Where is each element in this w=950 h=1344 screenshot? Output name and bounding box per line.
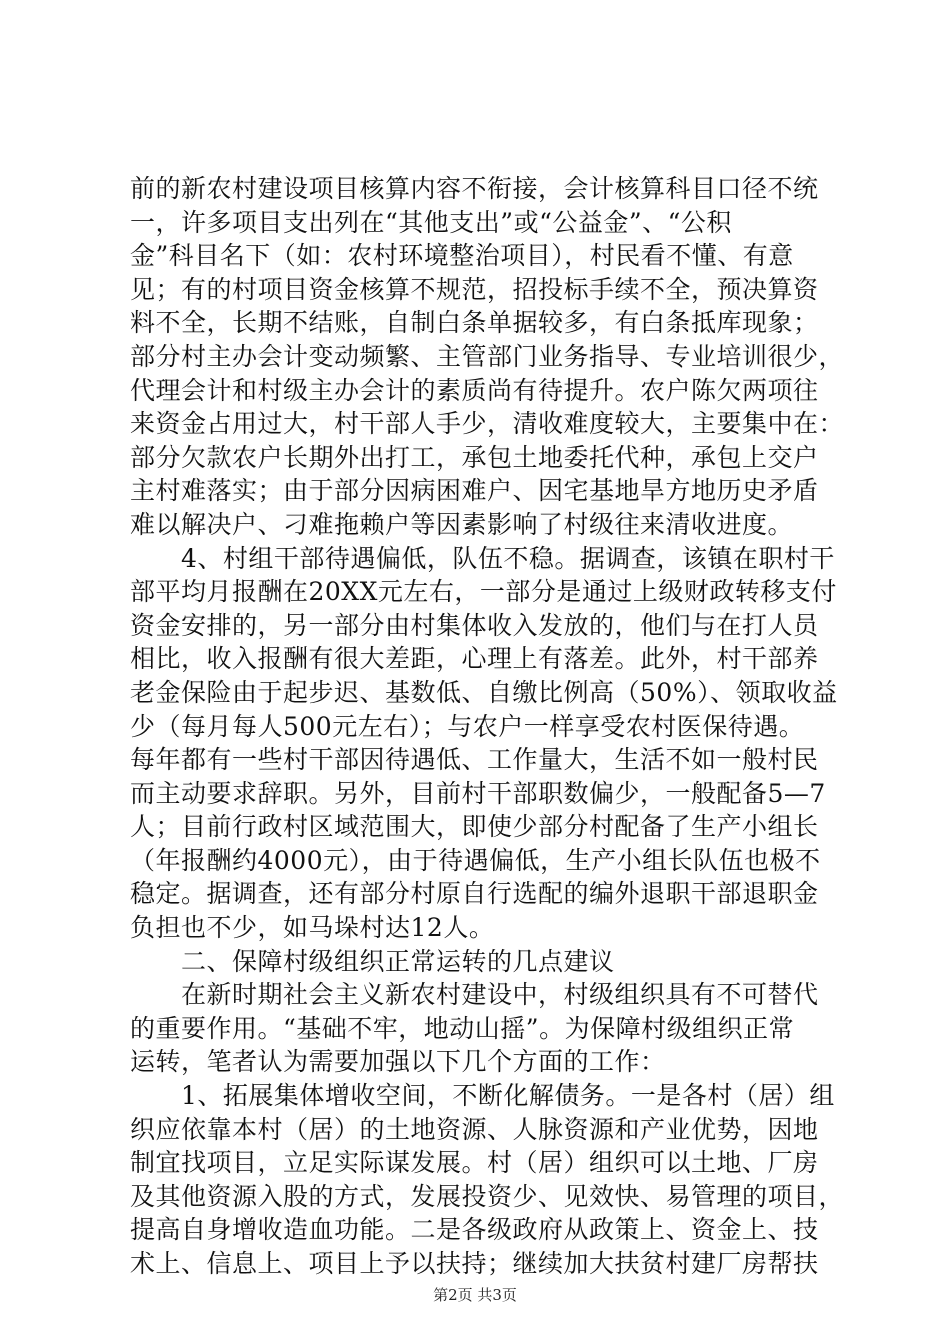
- text-line: 代理会计和村级主办会计的素质尚有待提升。农户陈欠两项往: [130, 375, 819, 405]
- text-line: 相比，收入报酬有很大差距，心理上有落差。此外，村干部养: [130, 644, 819, 674]
- text-line: 在新时期社会主义新农村建设中，村级组织具有不可替代: [130, 980, 819, 1010]
- text-line: 术上、信息上、项目上予以扶持；继续加大扶贫村建厂房帮扶: [130, 1249, 819, 1278]
- document-body: [130, 172, 845, 1281]
- text-line: 来资金占用过大，村干部人手少，清收难度较大，主要集中在：: [130, 409, 845, 439]
- text-line: 4、村组干部待遇偏低，队伍不稳。据调查，该镇在职村干: [130, 543, 835, 573]
- text-line: 提高自身增收造血功能。二是各级政府从政策上、资金上、技: [130, 1215, 819, 1245]
- page-footer: 第2页 共3页: [433, 1286, 517, 1304]
- text-line: 少（每月每人500元左右）；与农户一样享受农村医保待遇。: [130, 711, 805, 741]
- text-line: 金”科目名下（如：农村环境整治项目），村民看不懂、有意: [130, 241, 794, 271]
- text-line: 前的新农村建设项目核算内容不衔接，会计核算科目口径不统: [130, 174, 819, 203]
- text-line: （年报酬约4000元），由于待遇偏低，生产小组长队伍也极不: [130, 845, 821, 875]
- text-line: 而主动要求辞职。另外，目前村干部职数偏少，一般配备5—7: [130, 778, 826, 808]
- text-line: 难以解决户、刁难拖赖户等因素影响了村级往来清收进度。: [130, 509, 794, 539]
- text-line: 资金安排的，另一部分由村集体收入发放的，他们与在打人员: [130, 610, 819, 640]
- text-line: 老金保险由于起步迟、基数低、自缴比例高（50%）、领取收益: [130, 677, 838, 707]
- text-line: 每年都有一些村干部因待遇低、工作量大，生活不如一般村民: [130, 745, 819, 775]
- text-line: 制宜找项目，立足实际谋发展。村（居）组织可以土地、厂房: [130, 1148, 819, 1178]
- text-line: 二、保障村级组织正常运转的几点建议: [130, 946, 615, 976]
- text-line: 及其他资源入股的方式，发展投资少、见效快、易管理的项目，: [130, 1181, 845, 1211]
- text-line: 部平均月报酬在20XX元左右，一部分是通过上级财政转移支付: [130, 577, 837, 607]
- text-line: 料不全，长期不结账，自制白条单据较多，有白条抵库现象；: [130, 308, 819, 338]
- text-line: 见；有的村项目资金核算不规范，招投标手续不全，预决算资: [130, 274, 819, 304]
- text-line: 稳定。据调查，还有部分村原自行选配的编外退职干部退职金: [130, 879, 819, 909]
- text-line: 负担也不少，如马垛村达12人。: [130, 913, 495, 943]
- text-line: 运转，笔者认为需要加强以下几个方面的工作：: [130, 1047, 666, 1077]
- text-line: 主村难落实；由于部分因病困难户、因宅基地旱方地历史矛盾: [130, 476, 819, 506]
- text-line: 一，许多项目支出列在“其他支出”或“公益金”、“公积: [130, 207, 732, 237]
- text-line: 部分欠款农户长期外出打工，承包土地委托代种，承包上交户: [130, 442, 819, 472]
- text-line: 织应依靠本村（居）的土地资源、人脉资源和产业优势，因地: [130, 1114, 819, 1144]
- text-line: 1、拓展集体增收空间，不断化解债务。一是各村（居）组: [130, 1081, 835, 1111]
- text-line: 部分村主办会计变动频繁、主管部门业务指导、专业培训很少，: [130, 341, 845, 371]
- text-line: 人；目前行政村区域范围大，即使少部分村配备了生产小组长: [130, 812, 819, 842]
- text-line: 的重要作用。“基础不牢，地动山摇”。为保障村级组织正常: [130, 1013, 795, 1043]
